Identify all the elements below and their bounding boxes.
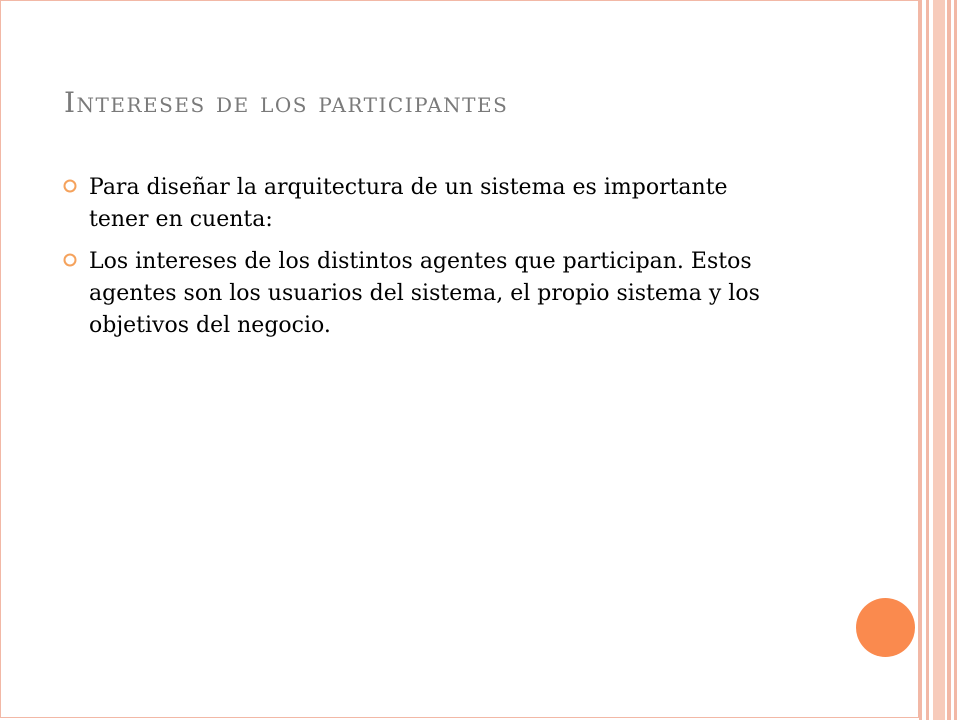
hollow-circle-bullet-icon — [62, 178, 78, 194]
bullet-item — [62, 246, 782, 342]
decorative-orange-circle — [856, 598, 915, 657]
bullet-list — [62, 172, 782, 352]
hollow-circle-bullet-icon — [62, 252, 78, 268]
slide-title: Intereses de los participantes — [64, 86, 509, 119]
decorative-side-stripes — [919, 0, 960, 720]
bullet-item — [62, 172, 782, 236]
bullet-text: Para diseñar la arquitectura de un sistema es importante tener en cuenta: — [89, 175, 728, 232]
bullet-text: Los intereses de los distintos agentes que participan. Estos agentes son los usuarios del sistema, el propio sistema y los objetivos del negocio. — [89, 249, 760, 338]
